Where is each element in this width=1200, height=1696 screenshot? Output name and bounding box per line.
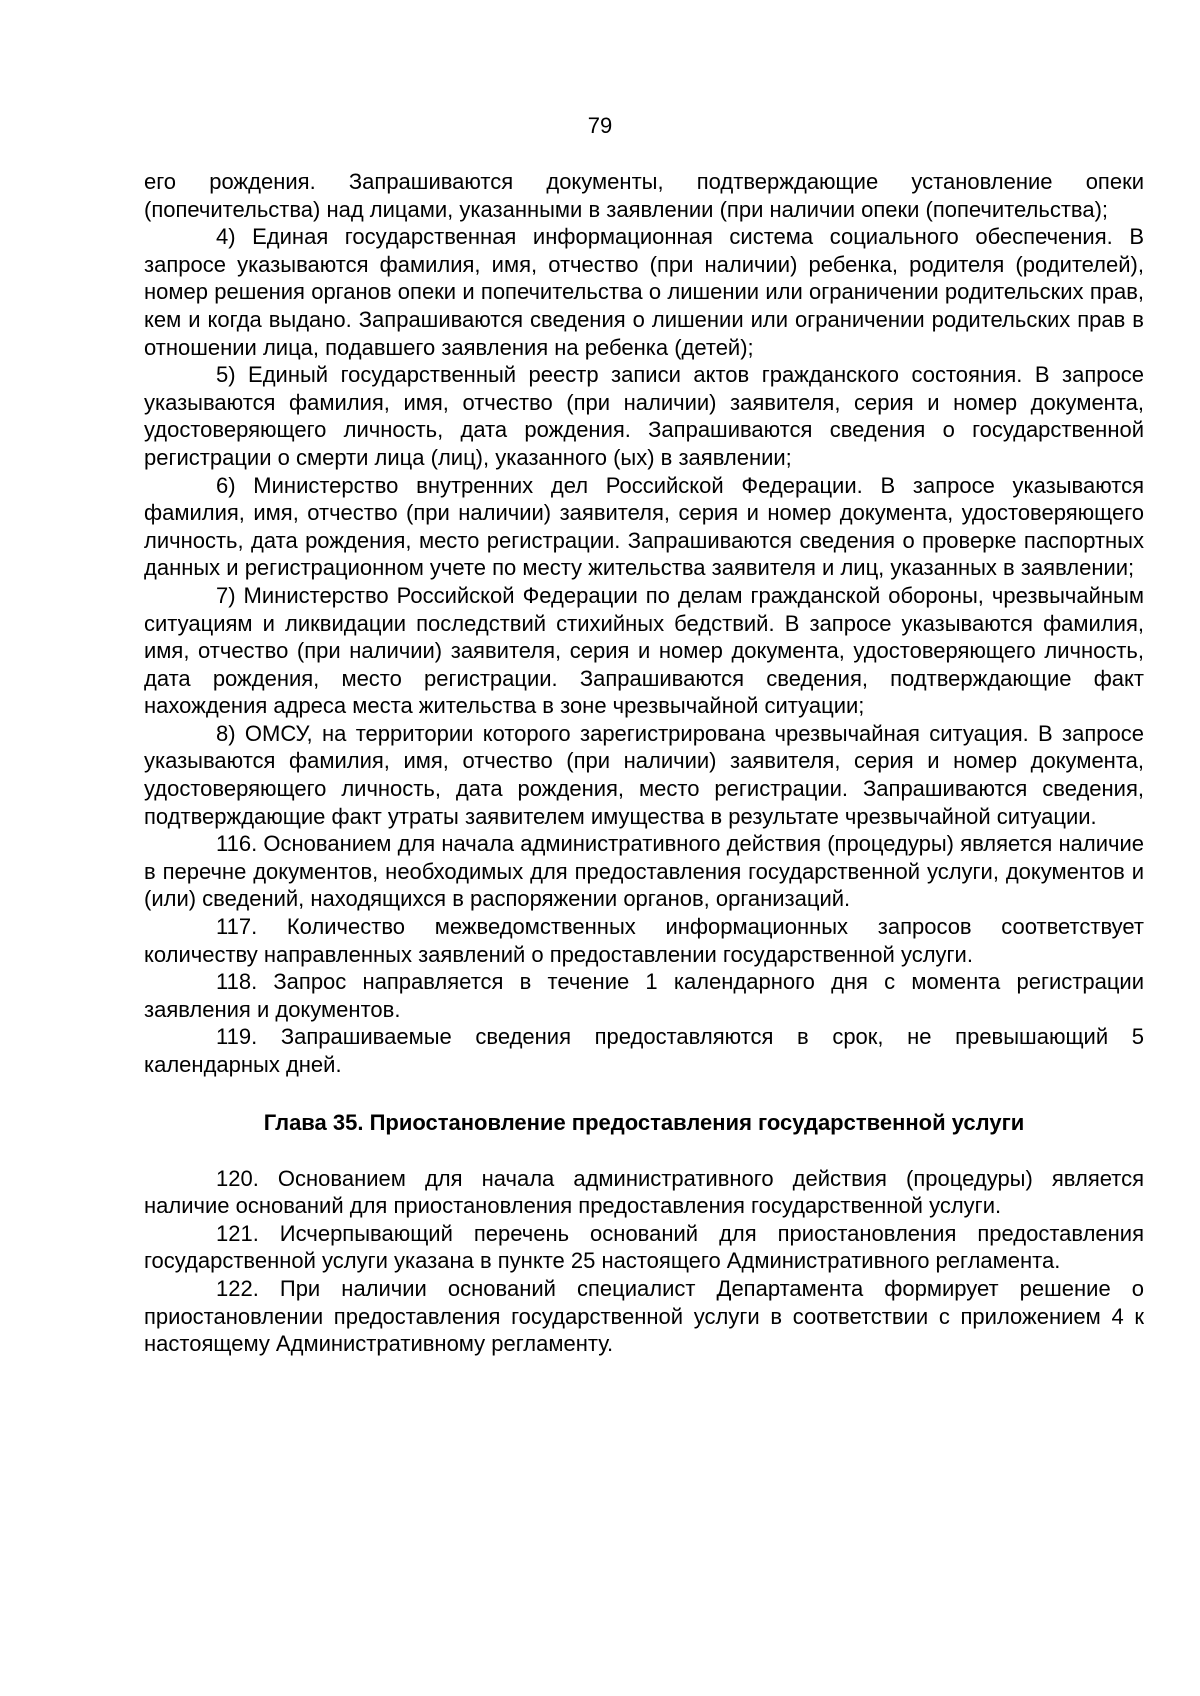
paragraph-item-6: 6) Министерство внутренних дел Российской Федерации. В запросе указываются фамилия, имя, отчество (при наличии) заявителя, серия и номер документа, удостоверяющего личность, дата рождения, место регистрации. Запрашиваются сведения о проверке паспортных данных и регистрационном учете по месту жительства заявителя и лиц, указанных в заявлении; xyxy=(144,472,1144,581)
paragraphs-before xyxy=(144,168,1144,1079)
paragraph-item-7: 7) Министерство Российской Федерации по делам гражданской обороны, чрезвычайным ситуациям и ликвидации последствий стихийных бедствий. В запросе указываются фамилия, имя, отчество (при наличии) заявителя, серия и номер документа, удостоверяющего личность, дата рождения, место регистрации. Запрашиваются сведения, подтверждающие факт нахождения адреса места жительства в зоне чрезвычайной ситуации; xyxy=(144,582,1144,719)
paragraph-121: 121. Исчерпывающий перечень оснований для приостановления предоставления государственной услуги указана в пункте 25 настоящего Административного регламента. xyxy=(144,1220,1144,1274)
paragraph-120: 120. Основанием для начала административного действия (процедуры) является наличие оснований для приостановления предоставления государственной услуги. xyxy=(144,1165,1144,1219)
paragraph-122: 122. При наличии оснований специалист Департамента формирует решение о приостановлении предоставления государственной услуги в соответствии с приложением 4 к настоящему Административному регламенту. xyxy=(144,1275,1144,1357)
paragraph-116: 116. Основанием для начала административного действия (процедуры) является наличие в перечне документов, необходимых для предоставления государственной услуги, документов и (или) сведений, находящихся в распоряжении органов, организаций. xyxy=(144,831,1144,912)
paragraph-117: 117. Количество межведомственных информационных запросов соответствует количеству направленных заявлений о предоставлении государственной услуги. xyxy=(144,914,1144,967)
paragraph-continuation: его рождения. Запрашиваются документы, подтверждающие установление опеки (попечительства) над лицами, указанными в заявлении (при наличии опеки (попечительства); xyxy=(144,169,1144,222)
document-body xyxy=(144,168,1144,1358)
paragraph-118: 118. Запрос направляется в течение 1 календарного дня с момента регистрации заявления и документов. xyxy=(144,969,1144,1022)
chapter-heading: Глава 35. Приостановление предоставления государственной услуги xyxy=(263,1109,1025,1135)
paragraph-item-8: 8) ОМСУ, на территории которого зарегистрирована чрезвычайная ситуация. В запросе указываются фамилия, имя, отчество (при наличии) заявителя, серия и номер документа, удостоверяющего личность, дата рождения, место регистрации. Запрашиваются сведения, подтверждающие факт утраты заявителем имущества в результате чрезвычайной ситуации. xyxy=(144,720,1144,829)
paragraph-item-5: 5) Единый государственный реестр записи актов гражданского состояния. В запросе указываются фамилия, имя, отчество (при наличии) заявителя, серия и номер документа, удостоверяющего личность, дата рождения. Запрашиваются сведения о государственной регистрации о смерти лица (лиц), указанного (ых) в заявлении; xyxy=(144,362,1144,470)
page-number: 79 xyxy=(587,113,613,138)
paragraph-119: 119. Запрашиваемые сведения предоставляются в срок, не превышающий 5 календарных дней. xyxy=(144,1024,1144,1077)
paragraph-item-4: 4) Единая государственная информационная система социального обеспечения. В запросе указываются фамилия, имя, отчество (при наличии) ребенка, родителя (родителей), номер решения органов опеки и попечительства о лишении или ограничении родительских прав, кем и когда выдано. Запрашиваются сведения о лишении или ограничении родительских прав в отношении лица, подавшего заявления на ребенка (детей); xyxy=(144,224,1144,360)
paragraphs-after xyxy=(144,1165,1144,1358)
